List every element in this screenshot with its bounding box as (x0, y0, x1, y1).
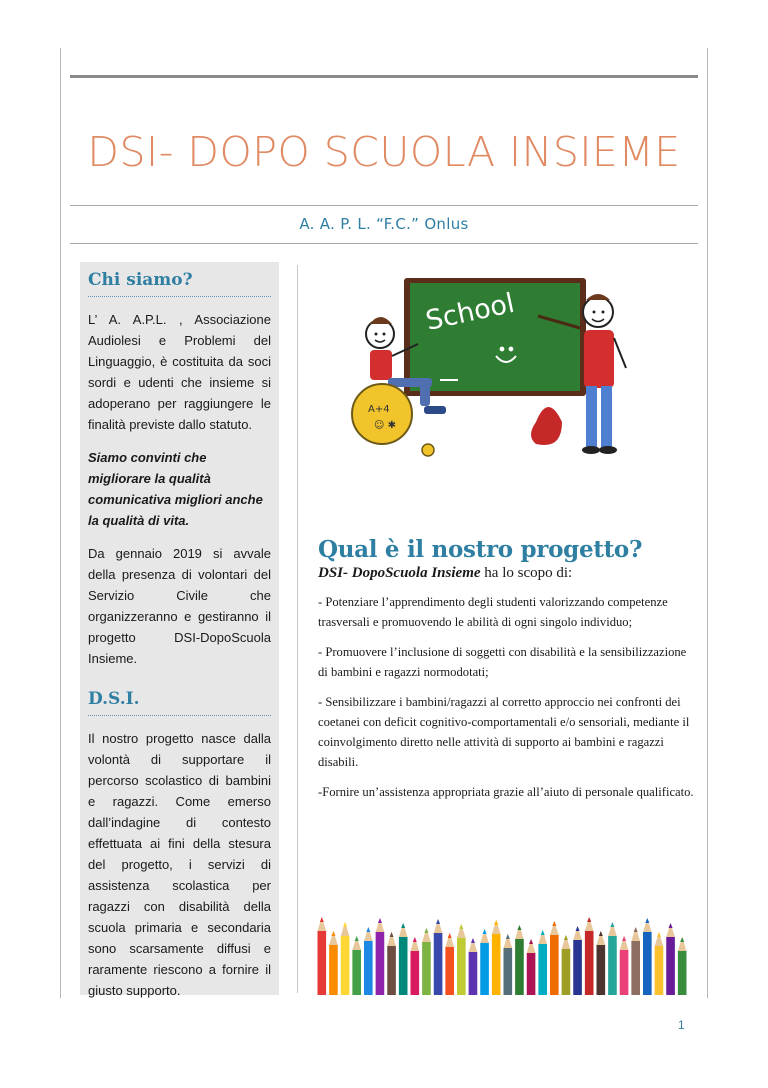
pencil-shape (399, 923, 408, 995)
chalkboard-text: School (423, 287, 518, 337)
page-left-border (60, 48, 61, 998)
pencil-shape (352, 936, 361, 995)
sidebar-heading-chi-siamo: Chi siamo? (88, 270, 271, 297)
sidebar-paragraph: Il nostro progetto nasce dalla volontà di supportare il percorso scolastico di bambini e ragazzi. Come emerso dall’indagine di contesto effettuata ai fini della stesura del progetto, i servizi di assistenza scolastica per ragazzi con disabilità della scuola primaria e secondaria sono scarsamente diffusi e raramente riescono a fornire il giusto supporto. (88, 731, 271, 998)
goal-item: - Sensibilizzare i bambini/ragazzi al corretto approccio nei confronti dei coetanei con deficit cognitivo-comportamentali e/o sensoriali, mediante il coinvolgimento diretto nelle attività di supporto ai bambini e ragazzi disabili. (318, 695, 690, 769)
sidebar (80, 262, 279, 998)
pencil-shape (550, 921, 559, 995)
pencil-shape (376, 918, 385, 995)
pencil-shape (457, 924, 466, 995)
pencil-shape (597, 931, 606, 995)
project-name: DSI- DopoScuola Insieme (318, 565, 481, 581)
pencil-shape (341, 922, 350, 995)
colored-pencils-image (316, 905, 688, 995)
top-rule (70, 75, 698, 78)
pencil-shape (631, 927, 640, 995)
goal-item: - Promuovere l’inclusione di soggetti con disabilità e la sensibilizzazione di bambini e ragazzi normodotati; (318, 645, 687, 679)
intro-rest: ha lo scopo di: (480, 565, 573, 581)
main-content (318, 536, 698, 802)
sidebar-emphasis-paragraph: Siamo convinti che migliorare la qualità comunicativa migliori anche la qualità di vita. (88, 450, 263, 528)
subtitle-rule (70, 243, 698, 244)
page-number: 1 (678, 1018, 685, 1032)
pencil-shape (469, 938, 478, 995)
pencil-shape (422, 928, 431, 995)
svg-text:A+4: A+4 (368, 404, 390, 415)
pencil-shape (666, 923, 675, 995)
page-right-border (707, 48, 708, 998)
pencil-shape (620, 936, 629, 995)
pencil-shape (527, 939, 536, 995)
pencil-shape (504, 934, 513, 995)
pencil-shape (585, 917, 594, 995)
pencil-shape (678, 937, 687, 995)
sidebar-heading-dsi: D.S.I. (88, 689, 271, 716)
main-intro (318, 565, 698, 582)
sidebar-paragraph: Da gennaio 2019 si avvale della presenza di volontari del Servizio Civile che organizzeranno e gestiranno il progetto DSI-DopoScuola Insieme. (88, 546, 271, 666)
goal-item: - Potenziare l’apprendimento degli studenti valorizzando competenze trasversali e promuovendo le abilità di ogni singolo individuo; (318, 595, 668, 629)
column-divider (297, 265, 298, 993)
page-title: DSI- DOPO SCUOLA INSIEME (87, 128, 681, 176)
pencil-shape (445, 933, 454, 995)
pencil-shape (562, 935, 571, 995)
pencil-shape (480, 929, 489, 995)
goal-item: -Fornire un’assistenza appropriata grazie all’aiuto di personale qualificato. (318, 785, 694, 799)
sidebar-paragraph: L’ A. A.P.L. , Associazione Audiolesi e Problemi del Linguaggio, è costituita da soci sordi e udenti che insieme si adoperano per raggiungere le finalità previste dallo statuto. (88, 312, 271, 432)
pencil-shape (538, 930, 547, 995)
pencil-shape (364, 927, 373, 995)
pencil-shape (387, 932, 396, 995)
page-subtitle: A. A. P. L. “F.C.” Onlus (299, 215, 469, 233)
title-rule (70, 205, 698, 206)
pencil-shape (318, 917, 327, 995)
pencil-shape (411, 937, 420, 995)
svg-text:☺ ✱: ☺ ✱ (374, 420, 396, 431)
pencil-shape (655, 932, 664, 995)
pencil-shape (515, 925, 524, 995)
pencil-shape (643, 918, 652, 995)
pencil-shape (573, 926, 582, 995)
pencil-shape (608, 922, 617, 995)
pencil-shape (492, 920, 501, 995)
pencil-shape (329, 931, 338, 995)
main-heading: Qual è il nostro progetto? (318, 536, 643, 563)
pencil-shape (434, 919, 443, 995)
school-illustration (340, 272, 640, 472)
